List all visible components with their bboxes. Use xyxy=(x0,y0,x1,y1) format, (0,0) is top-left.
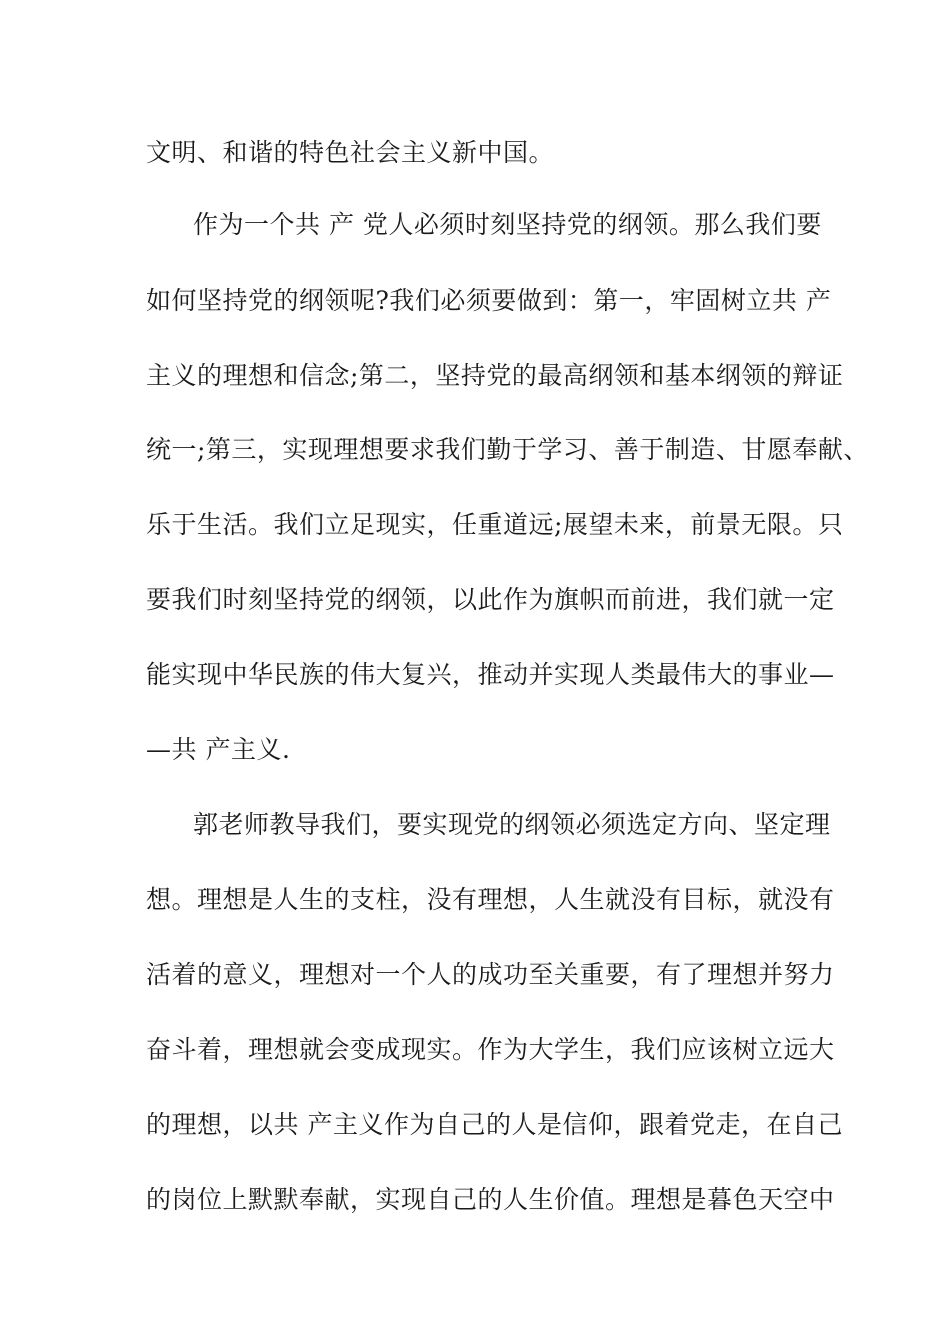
text-line: 乐于生活。我们立足现实，任重道远;展望未来，前景无限。只 xyxy=(146,510,844,539)
text-line: 奋斗着，理想就会变成现实。作为大学生，我们应该树立远大 xyxy=(146,1035,835,1064)
text-line: 主义的理想和信念;第二，坚持党的最高纲领和基本纲领的辩证 xyxy=(146,361,844,390)
text-line: 的岗位上默默奉献，实现自己的人生价值。理想是暮色天空中 xyxy=(146,1185,835,1214)
text-line: 统一;第三，实现理想要求我们勤于学习、善于制造、甘愿奉献、 xyxy=(146,435,869,464)
text-line: —共 产主义. xyxy=(146,735,291,764)
paragraph-first-line: 作为一个共 产 党人必须时刻坚持党的纲领。那么我们要 xyxy=(193,210,822,239)
text-line: 想。理想是人生的支柱，没有理想，人生就没有目标，就没有 xyxy=(146,885,835,914)
text-line: 如何坚持党的纲领呢?我们必须要做到：第一，牢固树立共 产 xyxy=(146,286,832,315)
text-line: 要我们时刻坚持党的纲领，以此作为旗帜而前进，我们就一定 xyxy=(146,585,835,614)
text-line: 能实现中华民族的伟大复兴，推动并实现人类最伟大的事业— xyxy=(146,660,835,689)
text-line: 文明、和谐的特色社会主义新中国。 xyxy=(146,138,555,167)
paragraph-first-line: 郭老师教导我们，要实现党的纲领必须选定方向、坚定理 xyxy=(193,810,831,839)
text-line: 活着的意义，理想对一个人的成功至关重要，有了理想并努力 xyxy=(146,960,835,989)
text-line: 的理想，以共 产主义作为自己的人是信仰，跟着党走，在自己 xyxy=(146,1110,843,1139)
